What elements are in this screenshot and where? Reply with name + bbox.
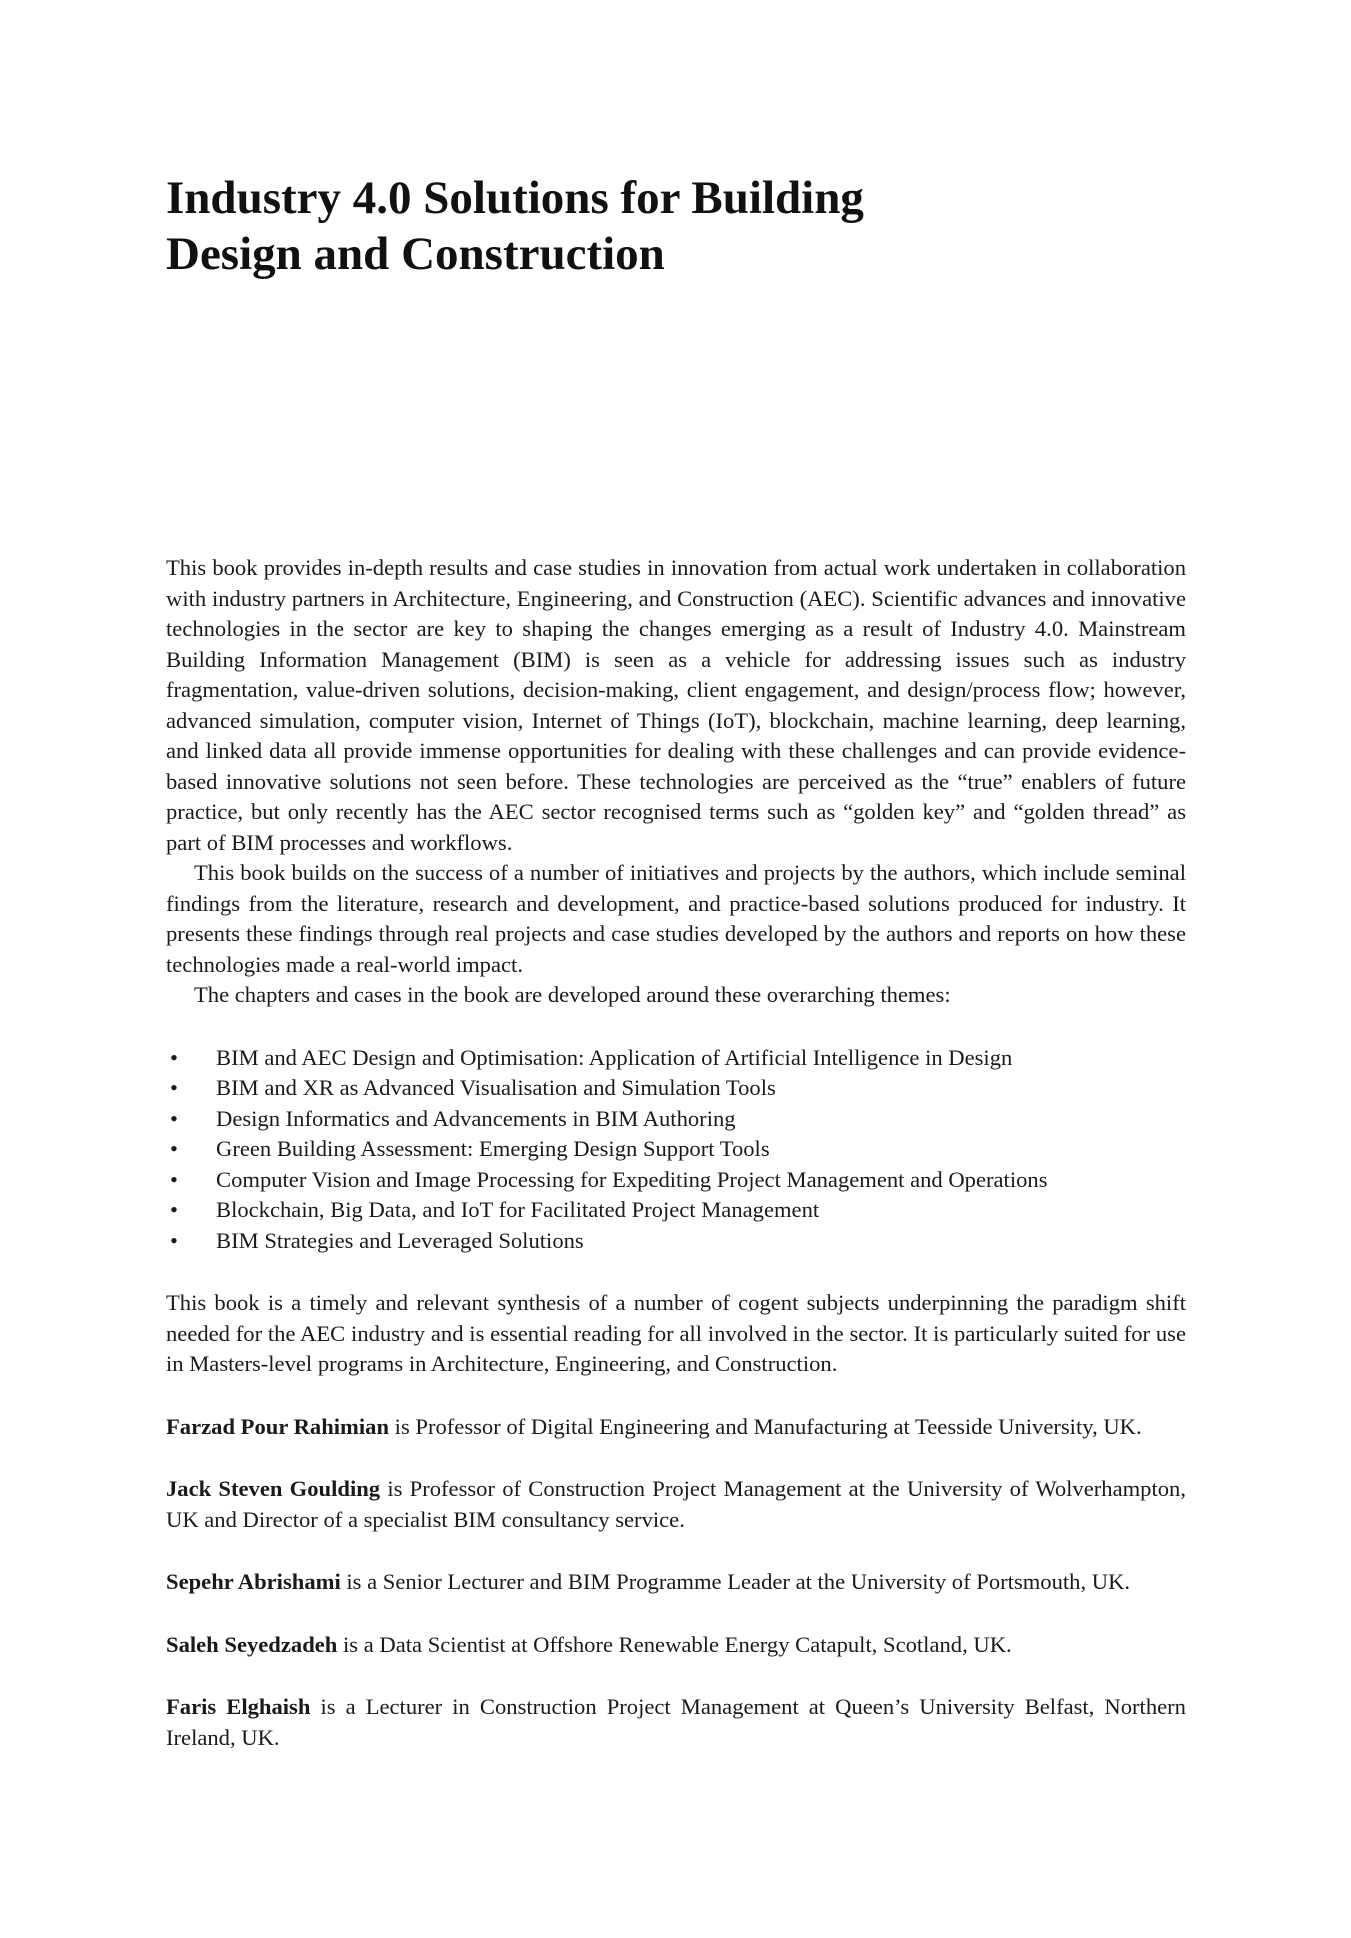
list-item xyxy=(166,1134,1186,1165)
theme-label: Blockchain, Big Data, and IoT for Facilitated Project Management xyxy=(216,1197,820,1222)
bullet-icon: • xyxy=(170,1227,178,1253)
author-name: Farzad Pour Rahimian xyxy=(166,1413,390,1439)
book-title xyxy=(166,170,1186,282)
theme-label: Computer Vision and Image Processing for Expediting Project Management and Operations xyxy=(216,1166,1048,1192)
list-item xyxy=(166,1104,1186,1135)
theme-label: BIM Strategies and Leveraged Solutions xyxy=(216,1227,584,1253)
author-description: is a Data Scientist at Offshore Renewable Energy Catapult, Scotland, UK. xyxy=(337,1631,1012,1657)
author-description: is a Senior Lecturer and BIM Programme Leader at the University of Portsmouth, UK. xyxy=(340,1569,1131,1594)
list-item xyxy=(166,1073,1186,1104)
list-item xyxy=(166,1226,1186,1257)
second-paragraph: This book builds on the success of a number of initiatives and projects by the authors, which include seminal findings from the literature, research and development, and practice-based solutions produced for industry. It presents these findings through real projects and case studies developed by the authors and reports on how these technologies made a real-world impact. xyxy=(166,860,1186,977)
author-bio xyxy=(166,1567,1186,1598)
summary-paragraph: This book is a timely and relevant synthesis of a number of cogent subjects underpinning the paradigm shift needed for the AEC industry and is essential reading for all involved in the sector. It is particularly suited for use in Masters-level programs in Architecture, Engineering, and Construction. xyxy=(166,1290,1186,1376)
theme-label: Design Informatics and Advancements in BIM Authoring xyxy=(216,1105,736,1131)
list-item xyxy=(166,1165,1186,1196)
author-bio xyxy=(166,1412,1186,1443)
theme-label: BIM and XR as Advanced Visualisation and Simulation Tools xyxy=(216,1075,776,1100)
book-description xyxy=(166,553,1186,1785)
author-name: Sepehr Abrishami xyxy=(166,1569,341,1594)
author-description: is a Lecturer in Construction Project Management at Queen’s University Belfast, Northern Ireland, UK. xyxy=(166,1694,1186,1750)
bullet-icon: • xyxy=(170,1075,178,1100)
themes-intro: The chapters and cases in the book are developed around these overarching themes: xyxy=(194,982,951,1007)
author-bio xyxy=(166,1630,1186,1661)
list-item xyxy=(166,1195,1186,1226)
bullet-icon: • xyxy=(170,1166,178,1192)
author-name: Jack Steven Goulding xyxy=(166,1476,381,1501)
book-title-line-2: Design and Construction xyxy=(166,228,665,280)
author-description: is Professor of Digital Engineering and Manufacturing at Teesside University, UK. xyxy=(389,1413,1142,1439)
bullet-icon: • xyxy=(170,1197,178,1222)
bullet-icon: • xyxy=(170,1136,178,1161)
author-description: is Professor of Construction Project Management at the University of Wolverhampton, UK and Director of a specialist BIM consultancy service. xyxy=(166,1476,1186,1532)
book-title-line-1: Industry 4.0 Solutions for Building xyxy=(166,172,864,224)
list-item xyxy=(166,1043,1186,1074)
intro-paragraph: This book provides in-depth results and case studies in innovation from actual work undertaken in collaboration with industry partners in Architecture, Engineering, and Construction (AEC). Scientific advances and innovative technologies in the sector are key to shaping the changes emerging as a result of Industry 4.0. Mainstream Building Information Management (BIM) is seen as a vehicle for addressing issues such as industry fragmentation, value-driven solutions, decision-making, client engagement, and design/process flow; however, advanced simulation, computer vision, Internet of Things (IoT), blockchain, machine learning, deep learning, and linked data all provide immense opportunities for dealing with these challenges and can provide evidence-based innovative solutions not seen before. These technologies are perceived as the “true” enablers of future practice, but only recently has the AEC sector recognised terms such as “golden key” and “golden thread” as part of BIM processes and workflows. xyxy=(166,555,1186,855)
bullet-icon: • xyxy=(170,1105,178,1131)
themes-list xyxy=(166,1043,1186,1257)
theme-label: BIM and AEC Design and Optimisation: Application of Artificial Intelligence in Design xyxy=(216,1044,1013,1070)
author-name: Faris Elghaish xyxy=(166,1694,311,1719)
author-bio xyxy=(166,1692,1186,1753)
theme-label: Green Building Assessment: Emerging Design Support Tools xyxy=(216,1136,770,1161)
author-bio xyxy=(166,1474,1186,1535)
bullet-icon: • xyxy=(170,1044,178,1070)
author-name: Saleh Seyedzadeh xyxy=(166,1631,338,1657)
